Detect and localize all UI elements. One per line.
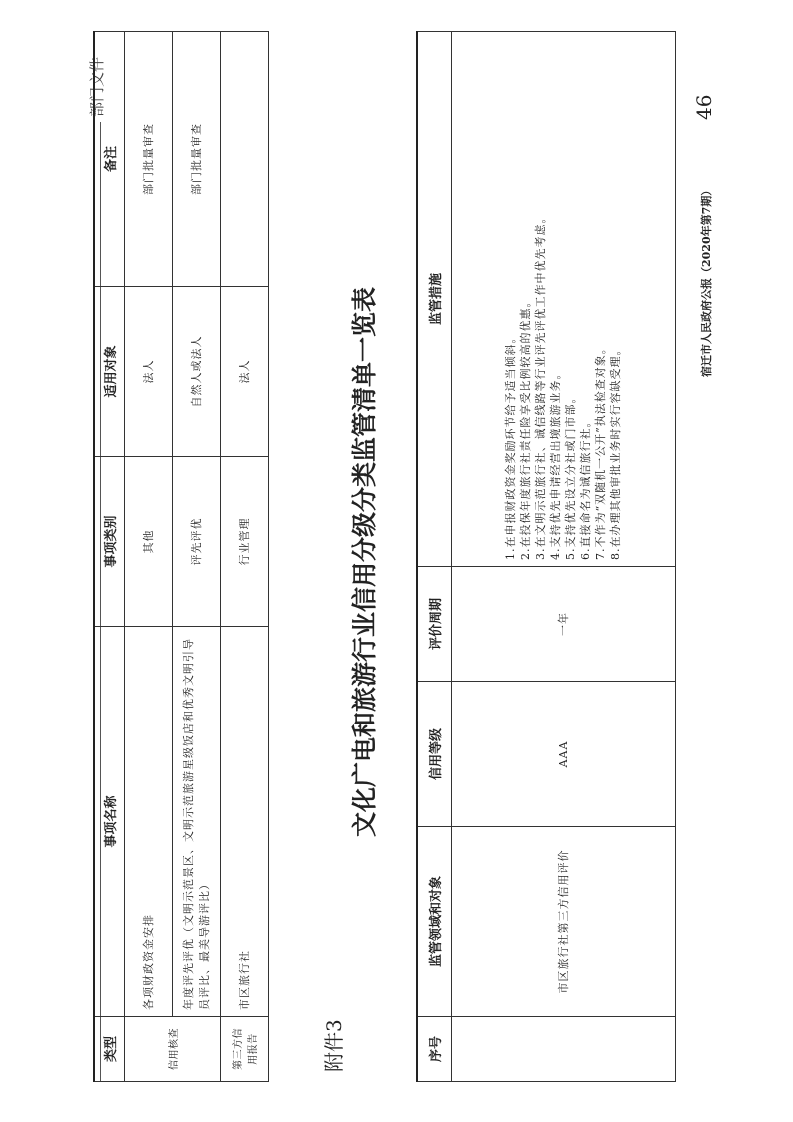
col-item-category: 事项类别 [94,457,124,627]
col-domain: 监管领域和对象 [417,827,451,1017]
list-item: 7.不作为“双随机一公开”执法检查对象。 [594,342,607,560]
list-item: 5.支持优先设立分社或门市部。 [564,391,577,560]
list-item: 2.在投保年度旅行社责任险享受比例较高的优惠。 [519,295,532,560]
list-item: 8.在办理其他审批业务时实行容缺受理。 [609,343,622,560]
item-name: 各项财政资金安排 [124,627,172,1017]
page-title: 文化广电和旅游行业信用分级分类监管清单一览表 [350,287,379,838]
item-category: 行业管理 [220,457,268,627]
domain-cell: 市区旅行社第三方信用评价 [451,827,675,1017]
table-row [451,32,675,1082]
measures-list [503,38,623,560]
publication-name: 宿迁市人民政府公报（2020年第7期） [700,184,713,377]
item-target: 自然人或法人 [172,287,220,457]
list-item: 1.在申报财政资金奖励环节给予适当倾斜。 [504,331,517,560]
attachment-label: 附件3 [322,1019,346,1072]
list-item: 3.在文明示范旅行社、诚信线路等行业评先评优工作中优先考虑。 [534,211,547,560]
item-name: 市区旅行社 [220,627,268,1017]
cycle-cell: 一年 [451,567,675,682]
seq-cell [451,1017,675,1082]
table-row [220,32,268,1082]
col-note: 备注 [94,32,124,287]
item-target: 法人 [220,287,268,457]
col-level: 信用等级 [417,682,451,827]
col-type: 类型 [94,1017,124,1082]
measures-cell [451,32,675,567]
level-cell: AAA [451,682,675,827]
type-cell: 信用核查 [124,1017,220,1082]
item-target: 法人 [124,287,172,457]
section-label: 部门文件 [88,56,106,117]
col-item-name: 事项名称 [94,627,124,1017]
supervision-table [416,31,676,1082]
col-seq: 序号 [417,1017,451,1082]
page-number: 46 [692,94,716,120]
type-cell: 第三方信用报告 [220,1017,268,1082]
item-note: 部门批量审查 [172,32,220,287]
table-row [124,32,172,1082]
table-row [172,32,220,1082]
col-measures: 监管措施 [417,32,451,567]
item-name: 年度评先评优（文明示范景区、文明示范旅游星级饭店和优秀文明引导员评比、最美导游评比） [172,627,220,1017]
col-cycle: 评价周期 [417,567,451,682]
item-note: 部门批量审查 [124,32,172,287]
col-target: 适用对象 [94,287,124,457]
item-note [220,32,268,287]
item-category: 其他 [124,457,172,627]
item-category: 评先评优 [172,457,220,627]
review-items-table [93,31,269,1082]
list-item: 4.支持优先申请经营出境旅游业务。 [549,367,562,560]
list-item: 6.直接命名为诚信旅行社。 [579,415,592,560]
